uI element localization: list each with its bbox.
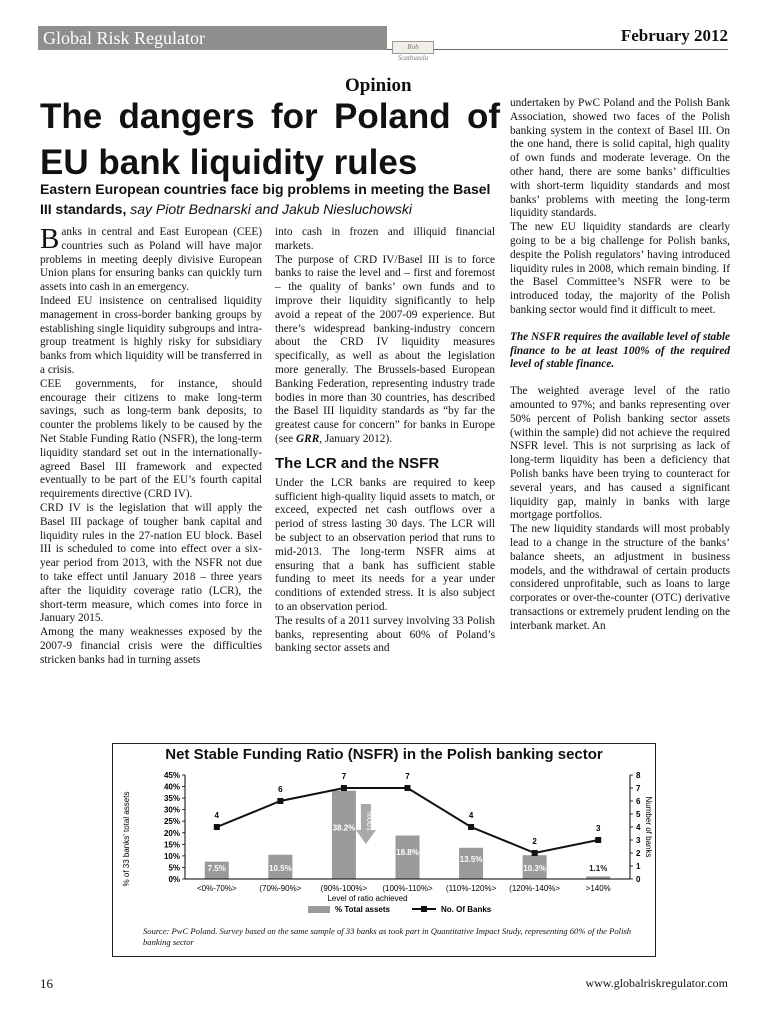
banks-line-label: 3 — [595, 824, 601, 833]
bar-value-label: 18.8% — [396, 848, 419, 858]
banks-line-point — [341, 785, 347, 791]
paragraph: Indeed EU insistence on centralised liquidity management in cross-border banking groups by establishing single liquidity subgroups and intra-group treatment is highly risky for subsidiary banks from which liquidity will be transferred in a crisis. — [40, 294, 262, 376]
y-tick-label: 15% — [163, 840, 180, 850]
paragraph: CEE governments, for instance, should encourage their citizens to make long-term savings, such as long-term bank deposits, to counter the problems likely to be caused by the Net Stable Funding Ratio (NSFR), the long-term liquidity standard set out in the internationally-agreed Basel III framework and expected eventually to be part of the EU’s fourth capital requirements directive (CRD IV). — [40, 377, 262, 501]
publication-masthead: Global Risk Regulator — [38, 26, 387, 50]
paragraph: undertaken by PwC Poland and the Polish Bank Association, showed two faces of the Polish banking system in the context of Basel III. On the one hand, there is solid capital, high quality of own funds and moderate leverage. On the other hand, there are some banks’ difficulties with short-term liquidity standards and most banks’ problems with meeting the long-term liquidity standards. — [510, 97, 730, 220]
y2-tick-label: 7 — [636, 784, 641, 793]
standfirst — [40, 179, 500, 219]
y-tick-label: 25% — [163, 817, 180, 827]
page-number: 16 — [40, 976, 53, 991]
banks-line-label: 4 — [214, 811, 220, 820]
bar-value-label: 10.3% — [523, 864, 546, 873]
banks-line-point — [532, 850, 538, 856]
nsfr-chart — [112, 743, 656, 957]
banks-line-label: 4 — [468, 811, 474, 820]
x-axis-title: Level of ratio achieved — [327, 894, 408, 903]
y2-tick-label: 1 — [636, 862, 641, 871]
bar-value-label: 38.2% — [332, 823, 356, 833]
bar-value-label: 7.5% — [207, 864, 226, 873]
bar-value-label: 10.5% — [269, 864, 292, 873]
paragraph: The new EU liquidity standards are clearly going to be a big challenge for Polish banks, despite the Polish regulators’ having introduced liquidity rules in 2008, which remain binding. If the Basel Committee’s NSFR were to be introduced today, the majority of the Polish banking sector would find it difficult to meet. — [510, 221, 730, 316]
y-tick-label: 30% — [163, 805, 180, 815]
y2-tick-label: 6 — [636, 797, 641, 806]
chart-bar — [396, 836, 420, 879]
paragraph — [40, 223, 262, 295]
y-tick-label: 20% — [163, 828, 180, 838]
legend-bar-label: % Total assets — [335, 905, 390, 914]
legend-line-marker — [421, 906, 427, 912]
bar-value-label: 13.5% — [459, 854, 483, 864]
paragraph: into cash in frozen and illiquid financial markets. — [275, 226, 495, 252]
byline: say Piotr Bednarski and Jakub Niesluchowski — [130, 201, 412, 217]
paragraph: CRD IV is the legislation that will apply the Basel III package of tougher bank capital and liquidity rules in the 27-nation EU block. Basel III is scheduled to come into effect over a six-year period from 2013, with the NSFR not due to take effect until January 2018 – three years after the liquidity coverage ratio (LCR), the short-term measure, which comes into force in January 2015. — [40, 501, 262, 625]
column-3 — [510, 97, 730, 633]
y2-axis-title: Number of banks — [644, 796, 653, 858]
paragraph: Among the many weaknesses exposed by the 2007-9 financial crisis were the difficulties stricken banks had in turning assets — [40, 626, 262, 666]
drop-cap: B — [40, 223, 60, 255]
y2-tick-label: 2 — [636, 849, 641, 858]
chart-bar — [332, 791, 356, 879]
x-tick-label: (120%-140%> — [509, 884, 561, 893]
y-tick-label: 10% — [163, 851, 180, 861]
chart-title: Net Stable Funding Ratio (NSFR) in the Polish banking sector — [165, 746, 603, 763]
banks-line-point — [468, 824, 474, 830]
standfirst-lead: Eastern European countries face big problems in meeting the Basel III standards, — [40, 181, 491, 217]
paragraph-text: The purpose of CRD IV/Basel III is to force banks to raise the level and – first and foremost – the quality of banks’ own funds and to improve their liquidity significantly to help avoid a repeat of the 2007-09 experience. But there’s widespread banking-industry concern about the CRD IV liquidity measures specifically, as well as about the legislation more generally. The Brussels-based European Banking Federation, representing industry trade bodies in more than 30 countries, has described the Basel III liquidity standards as “by far the greatest cause for concern” for banks in Europe (see — [275, 253, 495, 445]
headline: The dangers for Poland of EU bank liquidity rules — [40, 97, 500, 182]
publication-reference: GRR — [296, 432, 320, 445]
y-axis-title: % of 33 banks' total assets — [122, 791, 131, 887]
x-tick-label: <0%-70%> — [196, 884, 237, 893]
y2-tick-label: 3 — [636, 836, 641, 845]
y-tick-label: 5% — [168, 863, 180, 873]
banks-line-label: 7 — [405, 772, 410, 781]
y2-tick-label: 8 — [636, 771, 641, 780]
masthead-rule — [387, 49, 728, 50]
y-tick-label: 35% — [163, 794, 180, 804]
banks-line-point — [214, 824, 220, 830]
bar-value-label: 1.1% — [589, 864, 608, 873]
banks-line-label: 7 — [341, 772, 347, 781]
x-tick-label: (90%-100%> — [320, 884, 368, 893]
paragraph: Under the LCR banks are required to keep sufficient high-quality liquid assets to match, or exceed, expected net cash outflows over a period of stress lasting 30 days. The LCR will be subject to an observation period that runs to mid-2013. The long-term NSFR aims at ensuring that a bank has sufficient stable funding to meet its needs for a year under conditions of extended stress. It is also subject to an observation period. — [275, 476, 495, 613]
legend-line-label: No. Of Banks — [441, 905, 492, 914]
paragraph-text: , January 2012). — [319, 432, 393, 445]
website-url: www.globalriskregulator.com — [585, 976, 728, 990]
signature-logo: Rob Scatbuzela — [392, 41, 434, 54]
y2-tick-label: 0 — [636, 875, 641, 884]
legend-bar-swatch — [308, 906, 330, 913]
column-1 — [40, 223, 262, 668]
threshold-annotation: 100% — [365, 810, 375, 832]
paragraph-text: anks in central and East European (CEE) countries such as Poland will have major problems in meeting deeply divisive European Union plans for ensuring banks can quickly turn assets into cash in an emergency. — [40, 226, 262, 294]
paragraph — [275, 254, 495, 447]
y-tick-label: 40% — [163, 782, 180, 792]
paragraph: The results of a 2011 survey involving 33 Polish banks, representing about 60% of Poland’s banking sector assets and — [275, 614, 495, 655]
subheading: The LCR and the NSFR — [275, 454, 440, 472]
y2-tick-label: 5 — [636, 810, 641, 819]
banks-line-point — [405, 785, 411, 791]
banks-line-label: 2 — [532, 837, 537, 846]
paragraph: The weighted average level of the ratio amounted to 97%; and banks representing over 50% percent of Polish banking sector assets (within the sample) did not achieve the required NSFR level. This is not surprising as lack of long-term liquidity has been a deficiency that Polish banks have been trying to counteract for several years, and has caused a significant liquidity gap, mainly in banks with large mortgage portfolios. — [510, 385, 730, 522]
column-2 — [275, 226, 495, 656]
y-tick-label: 0% — [168, 875, 180, 884]
paragraph: The new liquidity standards will most probably lead to a change in the structure of the banks’ balance sheets, an adjustment in business models, and the withdrawal of certain products considered unprofitable, such as loans to large corporates or over-the-counter (OTC) derivative transactions or extremely prudent lending on the interbank market. An — [510, 523, 730, 632]
x-tick-label: >140% — [585, 884, 611, 893]
banks-line-point — [595, 837, 601, 843]
x-tick-label: (100%-110%> — [382, 884, 433, 893]
section-label: Opinion — [345, 75, 412, 96]
banks-line-label: 6 — [278, 785, 283, 794]
y-tick-label: 45% — [163, 771, 180, 780]
issue-date: February 2012 — [620, 26, 728, 45]
banks-line-point — [277, 798, 283, 804]
y2-tick-label: 4 — [636, 823, 641, 832]
pull-quote: The NSFR requires the available level of stable finance to be at least 100% of the required level of stable finance. — [510, 330, 730, 371]
chart-source-caption: Source: PwC Poland. Survey based on the same sample of 33 banks as took part in Quantitative Impact Study, representing 60% of the Polish banking sector — [143, 926, 632, 947]
x-tick-label: (70%-90%> — [259, 884, 302, 893]
x-tick-label: (110%-120%> — [445, 884, 497, 893]
